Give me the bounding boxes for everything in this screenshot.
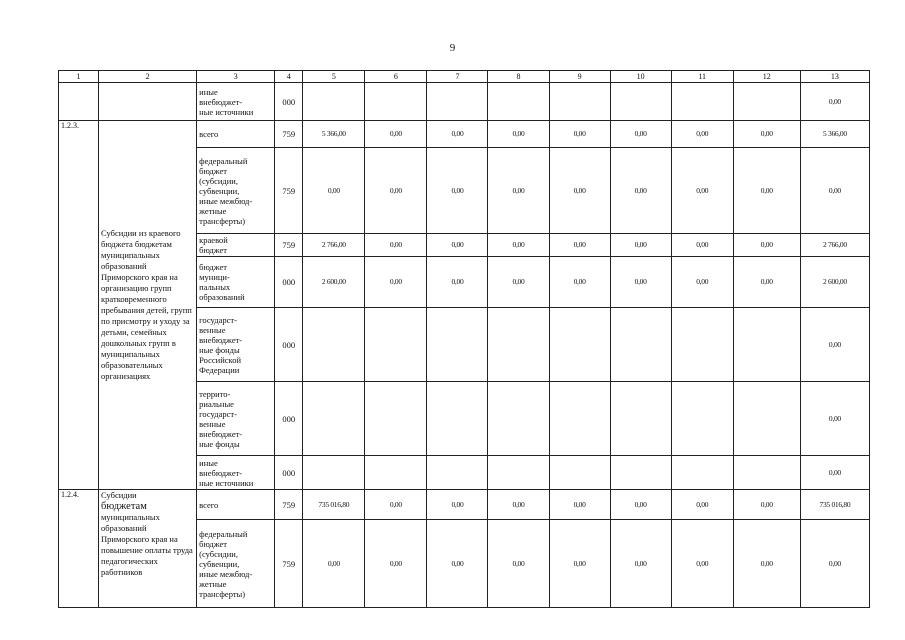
- code-cell: 000: [275, 456, 303, 490]
- section-title: [99, 121, 197, 490]
- section-title-line: бюджетам: [101, 501, 147, 512]
- value-cell: 0,00: [365, 121, 427, 148]
- table-row: [59, 121, 870, 148]
- value-cell: 2 766,00: [800, 234, 869, 257]
- funding-source: иные внебюджет- ные источники: [197, 83, 275, 121]
- col-number: 8: [488, 71, 549, 83]
- value-cell: 0,00: [303, 148, 365, 234]
- value-cell: [488, 308, 549, 382]
- value-cell: 0,00: [733, 121, 800, 148]
- value-cell: 0,00: [671, 520, 733, 608]
- value-cell: 2 600,00: [800, 257, 869, 308]
- value-cell: 0,00: [365, 490, 427, 520]
- value-cell: 0,00: [488, 490, 549, 520]
- value-cell: 0,00: [800, 148, 869, 234]
- value-cell: 5 366,00: [800, 121, 869, 148]
- value-cell: [549, 308, 610, 382]
- col-number: 5: [303, 71, 365, 83]
- value-cell: 0,00: [427, 121, 488, 148]
- funding-source: террито- риальные государст- венные внебюджет- ные фонды: [197, 382, 275, 456]
- value-cell: [733, 83, 800, 121]
- value-cell: [671, 83, 733, 121]
- funding-source: иные внебюджет- ные источники: [197, 456, 275, 490]
- value-cell: [733, 382, 800, 456]
- value-cell: 0,00: [800, 520, 869, 608]
- value-cell: [427, 456, 488, 490]
- value-cell: 2 600,00: [303, 257, 365, 308]
- code-cell: 759: [275, 121, 303, 148]
- value-cell: [610, 308, 671, 382]
- budget-table: [58, 70, 870, 608]
- value-cell: [365, 83, 427, 121]
- value-cell: [610, 382, 671, 456]
- funding-source: бюджет муници- пальных образований: [197, 257, 275, 308]
- value-cell: 0,00: [365, 234, 427, 257]
- value-cell: 5 366,00: [303, 121, 365, 148]
- section-number: 1.2.3.: [59, 121, 99, 490]
- value-cell: [671, 456, 733, 490]
- value-cell: [733, 308, 800, 382]
- value-cell: 0,00: [488, 520, 549, 608]
- value-cell: [365, 456, 427, 490]
- value-cell: [488, 83, 549, 121]
- value-cell: 0,00: [488, 148, 549, 234]
- code-cell: 759: [275, 148, 303, 234]
- value-cell: [549, 382, 610, 456]
- col-number: 10: [610, 71, 671, 83]
- value-cell: 0,00: [549, 121, 610, 148]
- value-cell: 0,00: [610, 520, 671, 608]
- code-cell: 000: [275, 83, 303, 121]
- value-cell: [610, 456, 671, 490]
- value-cell: [303, 308, 365, 382]
- col-number: 12: [733, 71, 800, 83]
- value-cell: 0,00: [488, 257, 549, 308]
- funding-source: всего: [197, 121, 275, 148]
- value-cell: 0,00: [365, 520, 427, 608]
- funding-source: государст- венные внебюджет- ные фонды Российской Федерации: [197, 308, 275, 382]
- value-cell: 735 016,80: [303, 490, 365, 520]
- value-cell: [303, 83, 365, 121]
- empty-cell: [99, 83, 197, 121]
- value-cell: 0,00: [800, 382, 869, 456]
- value-cell: 0,00: [800, 308, 869, 382]
- value-cell: 0,00: [733, 520, 800, 608]
- value-cell: 0,00: [427, 257, 488, 308]
- col-number: 6: [365, 71, 427, 83]
- value-cell: 735 016,80: [800, 490, 869, 520]
- value-cell: 0,00: [488, 121, 549, 148]
- value-cell: [610, 83, 671, 121]
- value-cell: 2 766,00: [303, 234, 365, 257]
- value-cell: [427, 308, 488, 382]
- value-cell: 0,00: [610, 121, 671, 148]
- value-cell: 0,00: [800, 83, 869, 121]
- value-cell: [303, 456, 365, 490]
- col-number: 11: [671, 71, 733, 83]
- value-cell: 0,00: [671, 234, 733, 257]
- value-cell: [671, 308, 733, 382]
- value-cell: 0,00: [427, 148, 488, 234]
- code-cell: 000: [275, 257, 303, 308]
- value-cell: 0,00: [671, 121, 733, 148]
- col-number: 3: [197, 71, 275, 83]
- value-cell: 0,00: [733, 234, 800, 257]
- value-cell: 0,00: [610, 148, 671, 234]
- page-number: 9: [449, 42, 456, 54]
- value-cell: 0,00: [488, 234, 549, 257]
- value-cell: 0,00: [365, 148, 427, 234]
- col-number: 9: [549, 71, 610, 83]
- column-number-row: [59, 71, 870, 83]
- value-cell: 0,00: [800, 456, 869, 490]
- section-title-text: муниципальных образований Приморского края на повышение оплаты труда педагогических работников: [101, 512, 193, 577]
- value-cell: 0,00: [365, 257, 427, 308]
- col-number: 4: [275, 71, 303, 83]
- value-cell: 0,00: [549, 257, 610, 308]
- value-cell: 0,00: [733, 490, 800, 520]
- value-cell: 0,00: [671, 257, 733, 308]
- table-row: [59, 83, 870, 121]
- value-cell: 0,00: [549, 520, 610, 608]
- value-cell: [365, 382, 427, 456]
- value-cell: 0,00: [733, 257, 800, 308]
- section-title: [99, 490, 197, 608]
- col-number: 2: [99, 71, 197, 83]
- value-cell: [365, 308, 427, 382]
- value-cell: [549, 83, 610, 121]
- col-number: 13: [800, 71, 869, 83]
- table-row: [59, 490, 870, 520]
- section-title-text: Субсидии из краевого бюджета бюджетам муниципальных образований Приморского края на организацию групп кратковременного пребывания детей, групп по присмотру и уходу за детьми, семейных дошкольных групп в муниципальных образовательных организациях: [101, 228, 192, 381]
- col-number: 1: [59, 71, 99, 83]
- value-cell: [427, 83, 488, 121]
- funding-source: всего: [197, 490, 275, 520]
- section-number: 1.2.4.: [59, 490, 99, 608]
- code-cell: 759: [275, 490, 303, 520]
- value-cell: 0,00: [427, 234, 488, 257]
- code-cell: 000: [275, 308, 303, 382]
- value-cell: 0,00: [427, 490, 488, 520]
- code-cell: 000: [275, 382, 303, 456]
- value-cell: [488, 382, 549, 456]
- value-cell: [733, 456, 800, 490]
- funding-source: краевой бюджет: [197, 234, 275, 257]
- code-cell: 759: [275, 520, 303, 608]
- value-cell: 0,00: [610, 234, 671, 257]
- value-cell: 0,00: [610, 257, 671, 308]
- value-cell: 0,00: [610, 490, 671, 520]
- section-title-line: Субсидии: [101, 490, 137, 500]
- value-cell: [671, 382, 733, 456]
- value-cell: [427, 382, 488, 456]
- value-cell: 0,00: [671, 148, 733, 234]
- value-cell: 0,00: [549, 490, 610, 520]
- value-cell: 0,00: [427, 520, 488, 608]
- value-cell: 0,00: [549, 234, 610, 257]
- value-cell: 0,00: [671, 490, 733, 520]
- value-cell: 0,00: [549, 148, 610, 234]
- value-cell: 0,00: [733, 148, 800, 234]
- funding-source: федеральный бюджет (субсидии, субвенции, иные межбюд- жетные трансферты): [197, 520, 275, 608]
- code-cell: 759: [275, 234, 303, 257]
- empty-cell: [59, 83, 99, 121]
- value-cell: [488, 456, 549, 490]
- value-cell: 0,00: [303, 520, 365, 608]
- funding-source: федеральный бюджет (субсидии, субвенции, иные межбюд- жетные трансферты): [197, 148, 275, 234]
- value-cell: [303, 382, 365, 456]
- value-cell: [549, 456, 610, 490]
- col-number: 7: [427, 71, 488, 83]
